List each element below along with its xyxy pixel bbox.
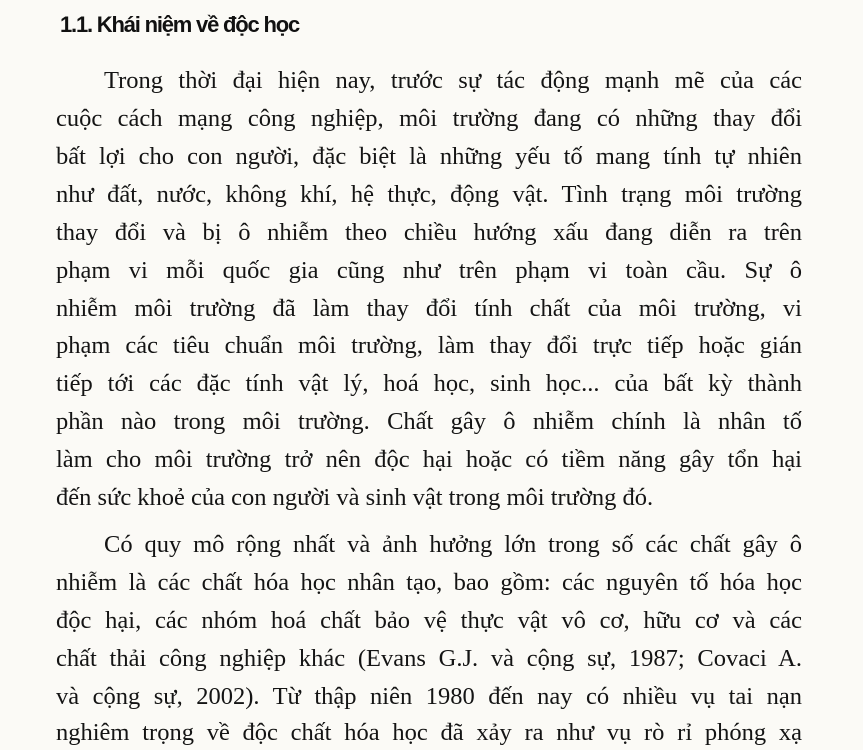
paragraph-2-line-2: nhiễm là các chất hóa học nhân tạo, bao gồm: các nguyên tố hóa học bbox=[56, 569, 802, 596]
paragraph-1-line-5: thay đổi và bị ô nhiễm theo chiều hướng xấu đang diễn ra trên bbox=[56, 219, 802, 246]
paragraph-1-line-11: làm cho môi trường trở nên độc hại hoặc có tiềm năng gây tổn hại bbox=[56, 446, 802, 473]
paragraph-1-line-1: Trong thời đại hiện nay, trước sự tác động mạnh mẽ của các bbox=[104, 67, 802, 94]
paragraph-2-line-4: chất thải công nghiệp khác (Evans G.J. và cộng sự, 1987; Covaci A. bbox=[56, 645, 802, 672]
paragraph-2-line-1: Có quy mô rộng nhất và ảnh hưởng lớn trong số các chất gây ô bbox=[104, 531, 802, 558]
paragraph-1-line-6: phạm vi mỗi quốc gia cũng như trên phạm vi toàn cầu. Sự ô bbox=[56, 257, 802, 284]
paragraph-1-line-4: như đất, nước, không khí, hệ thực, động vật. Tình trạng môi trường bbox=[56, 181, 802, 208]
paragraph-1-line-10: phần nào trong môi trường. Chất gây ô nhiễm chính là nhân tố bbox=[56, 408, 802, 435]
paragraph-1-line-3: bất lợi cho con người, đặc biệt là những yếu tố mang tính tự nhiên bbox=[56, 143, 802, 170]
paragraph-1-line-12: đến sức khoẻ của con người và sinh vật trong môi trường đó. bbox=[56, 484, 654, 511]
paragraph-2-line-6: nghiêm trọng về độc chất hóa học đã xảy ra như vụ rò rỉ phóng xạ bbox=[56, 719, 802, 746]
paragraph-1-line-9: tiếp tới các đặc tính vật lý, hoá học, sinh học... của bất kỳ thành bbox=[56, 370, 802, 397]
section-heading: 1.1. Khái niệm về độc học bbox=[60, 12, 299, 37]
paragraph-2-line-3: độc hại, các nhóm hoá chất bảo vệ thực vật vô cơ, hữu cơ và các bbox=[56, 607, 802, 634]
paragraph-1-line-8: phạm các tiêu chuẩn môi trường, làm thay đổi trực tiếp hoặc gián bbox=[56, 332, 802, 359]
paragraph-1-line-7: nhiễm môi trường đã làm thay đổi tính chất của môi trường, vi bbox=[56, 295, 802, 322]
paragraph-1-line-2: cuộc cách mạng công nghiệp, môi trường đang có những thay đổi bbox=[56, 105, 802, 132]
paragraph-2-line-5: và cộng sự, 2002). Từ thập niên 1980 đến nay có nhiều vụ tai nạn bbox=[56, 683, 802, 710]
